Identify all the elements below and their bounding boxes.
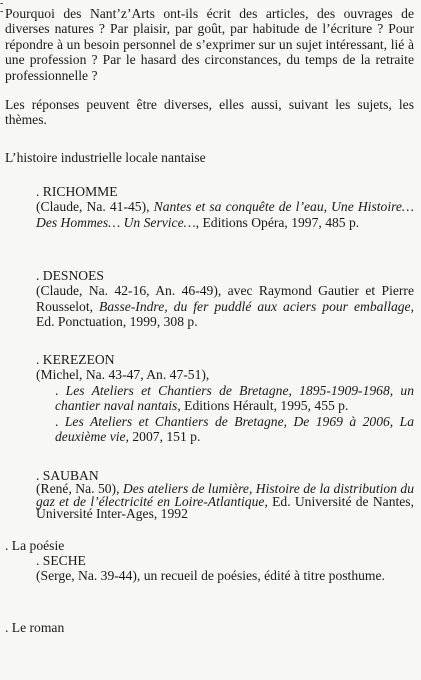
- entry-reference: (Claude, Na. 42-16, An. 46-49), avec Raymond Gautier et Pierre Rousselot, Basse-Indre, du fer puddlé aux aciers pour emballage, Ed. Ponctuation, 1999, 308 p.: [36, 283, 415, 330]
- entry-author: . RICHOMME: [36, 184, 118, 199]
- section-title-roman: . Le roman: [5, 620, 65, 635]
- entry-title: Nantes et sa conquête de l’eau, Une Histoire… Des Hommes… Un Service…: [36, 199, 414, 230]
- intro-paragraph-1: Pourquoi des Nant’z’Arts ont-ils écrit des articles, des ouvrages de diverses natures ? Par plaisir, par goût, par habitude de l’écriture ? Pour répondre à un besoin personnel de s’exprimer sur un sujet intéressant, lié à une profession ? Par le hasard des circonstances, du temps de la retraite professionnelle ?: [5, 6, 414, 83]
- entry-desnoes: [36, 268, 414, 330]
- entry-subitem: . Les Ateliers et Chantiers de Bretagne, 1895-1909-1968, un chantier naval nantais, Editions Hérault, 1995, 455 p.: [55, 382, 415, 414]
- entry-richomme: [36, 184, 414, 230]
- entry-author: . DESNOES: [36, 268, 104, 283]
- entry-title: Les Ateliers et Chantiers de Bretagne, De 1969 à 2006, La deuxième vie: [55, 413, 415, 445]
- entry-author: . SECHE: [36, 553, 86, 568]
- intro: [5, 6, 414, 128]
- entry-title: Basse-Indre, du fer puddlé aux aciers pour emballage: [99, 298, 411, 314]
- corner-mark: --: [0, 0, 4, 17]
- entry-author: . SAUBAN: [36, 468, 99, 483]
- entry-title: Les Ateliers et Chantiers de Bretagne, 1895-1909-1968, un chantier naval nantais: [55, 382, 415, 414]
- entry-author: . KEREZEON: [36, 352, 115, 367]
- entry-sauban: [36, 468, 414, 521]
- entry-reference: (Claude, Na. 41-45), Nantes et sa conquête de l’eau, Une Histoire… Des Hommes… Un Service…, Editions Opéra, 1997, 485 p.: [36, 199, 414, 230]
- section-title-poesie: . La poésie: [5, 538, 65, 553]
- section-title-histoire: L’histoire industrielle locale nantaise: [5, 150, 206, 165]
- entry-reference: (Michel, Na. 43-47, An. 47-51),: [36, 367, 210, 383]
- entry-title: Des ateliers de lumière, Histoire de la distribution du gaz et de l’électricité en Loire-Atlantique: [36, 481, 414, 509]
- entry-subitem: . Les Ateliers et Chantiers de Bretagne, De 1969 à 2006, La deuxième vie, 2007, 151 p.: [55, 413, 415, 445]
- entry-reference: (René, Na. 50), Des ateliers de lumière, Histoire de la distribution du gaz et de l’électricité en Loire-Atlantique, Ed. Université de Nantes, Université Inter-Ages, 1992: [36, 481, 414, 522]
- entry-seche: [36, 553, 414, 584]
- entry-kerezeon: [36, 352, 414, 444]
- intro-paragraph-2: Les réponses peuvent être diverses, elles aussi, suivant les sujets, les thèmes.: [5, 97, 414, 128]
- entry-reference: (Serge, Na. 39-44), un recueil de poésies, édité à titre posthume.: [36, 568, 385, 584]
